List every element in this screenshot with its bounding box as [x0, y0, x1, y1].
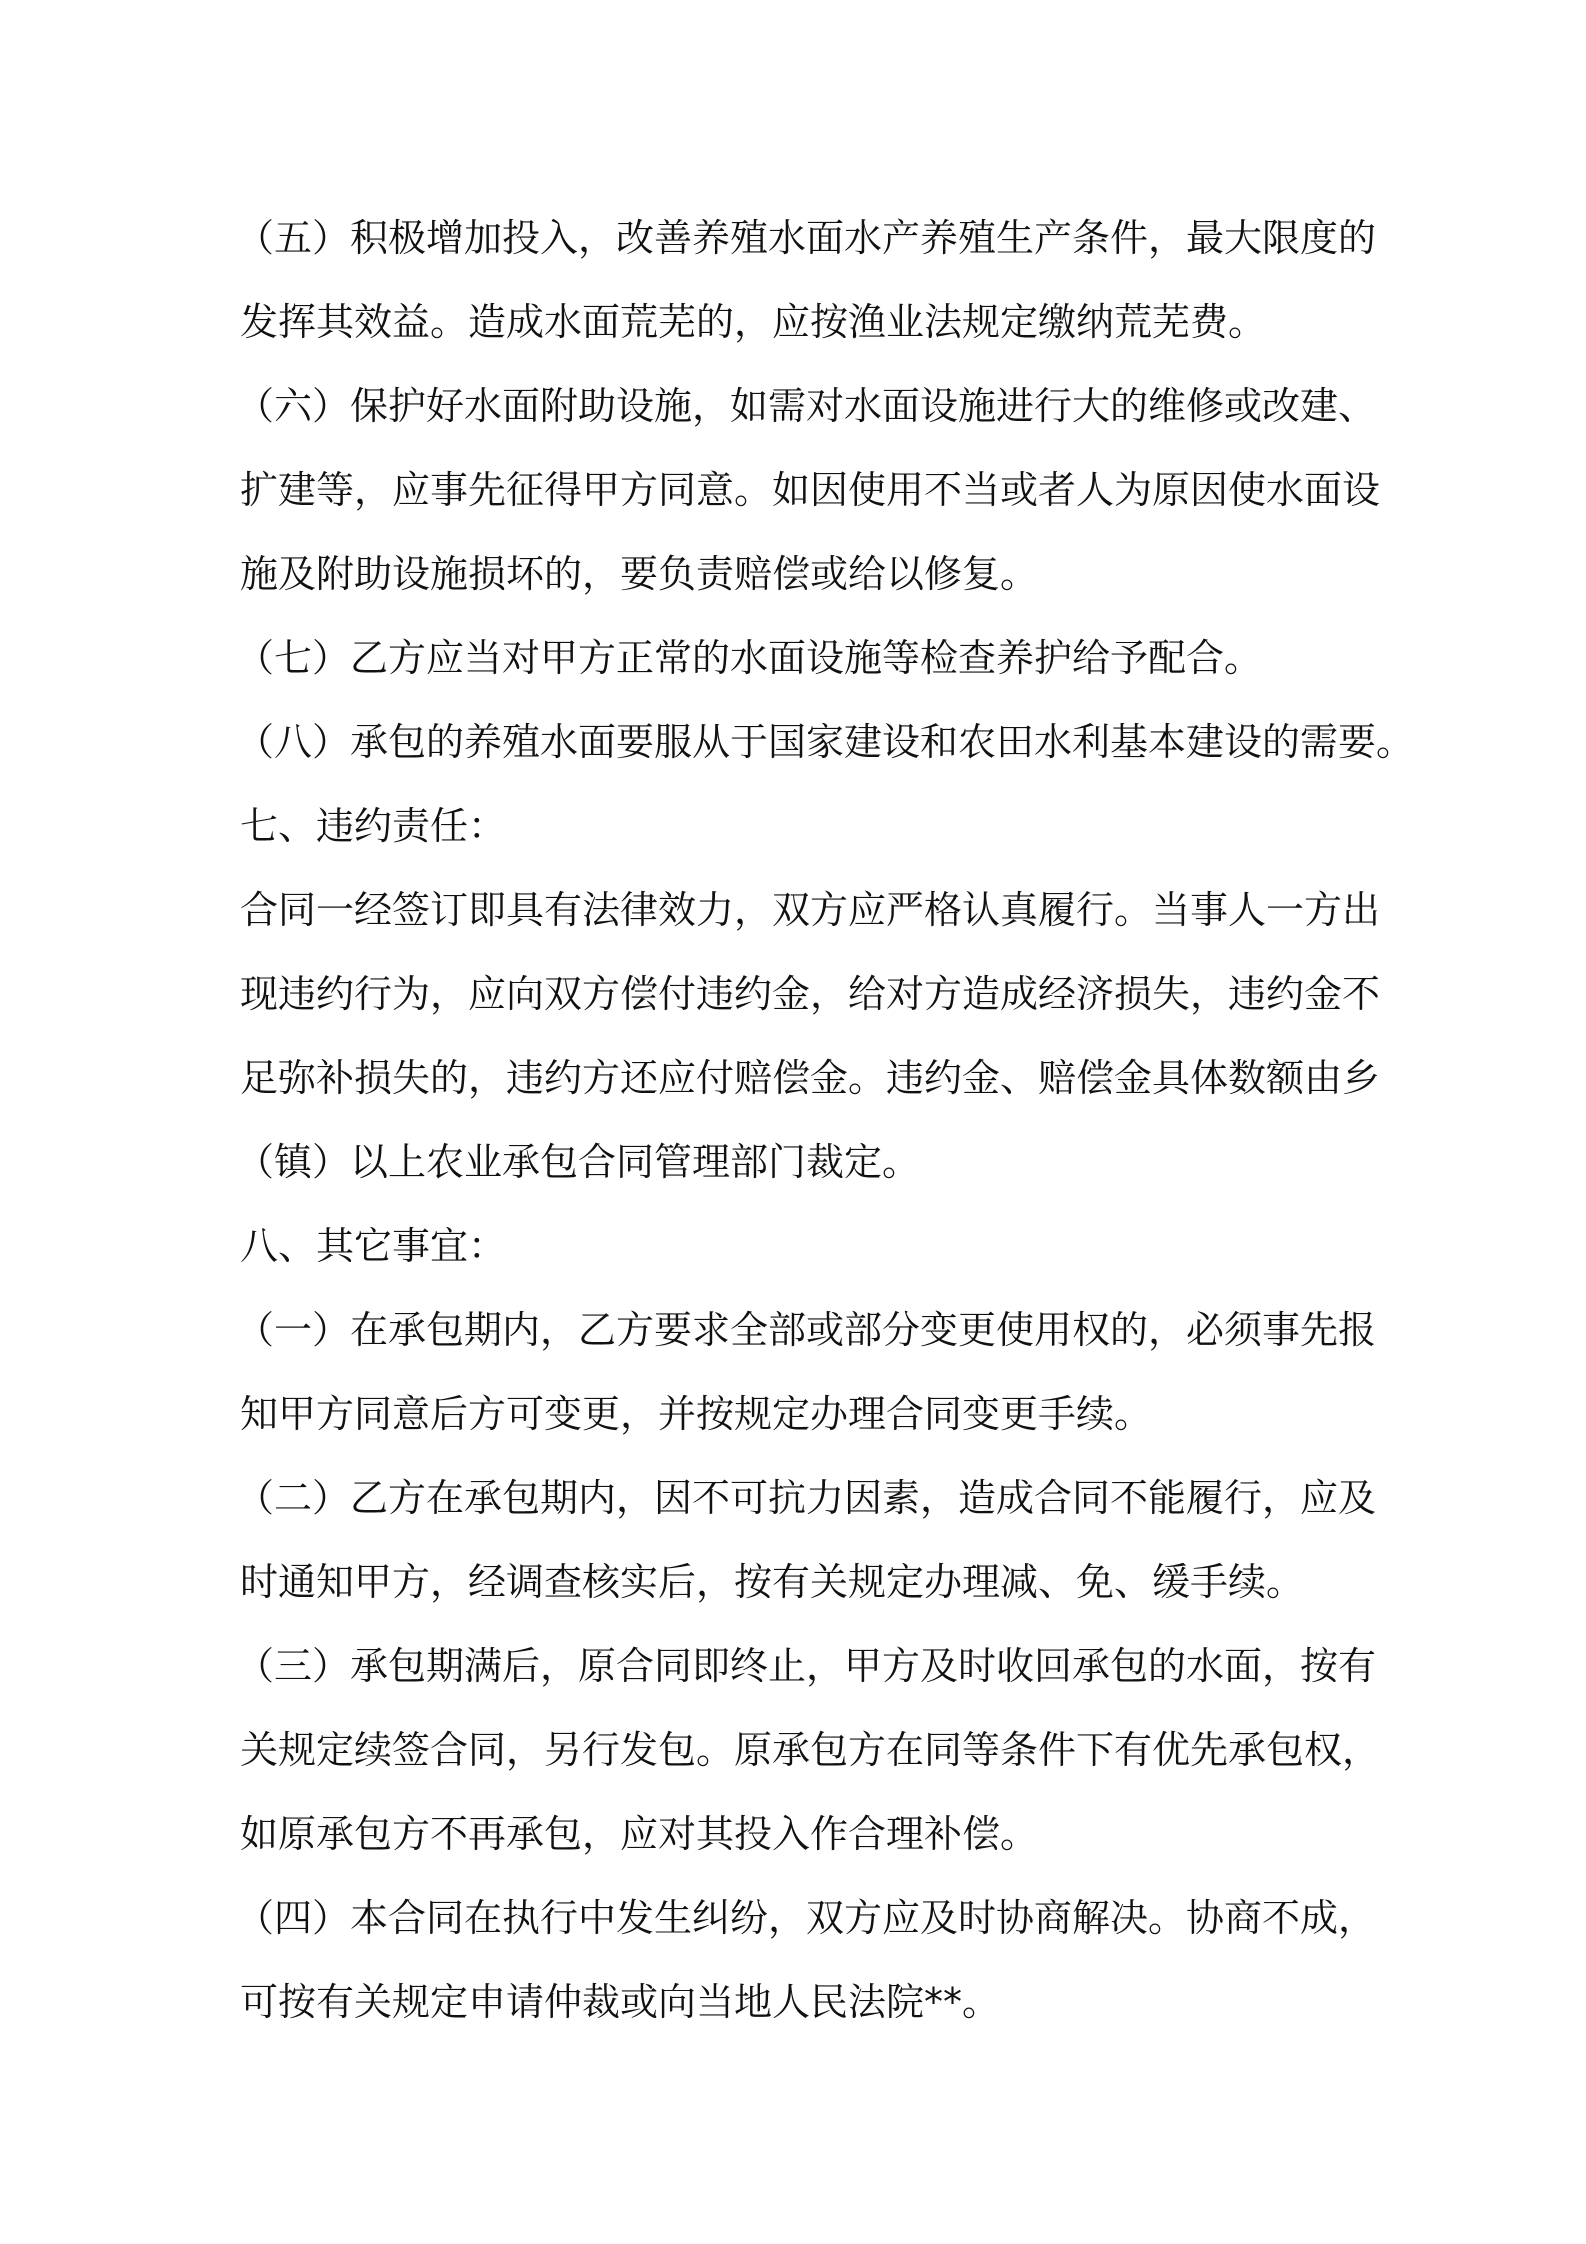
- section-heading: 七、违约责任：: [240, 804, 507, 848]
- text-line: （二）乙方在承包期内，因不可抗力因素，造成合同不能履行，应及: [236, 1476, 1377, 1520]
- text-line: 合同一经签订即具有法律效力，双方应严格认真履行。当事人一方出: [240, 888, 1381, 932]
- text-line: （六）保护好水面附助设施，如需对水面设施进行大的维修或改建、: [236, 384, 1377, 428]
- text-line: （一）在承包期内，乙方要求全部或部分变更使用权的，必须事先报: [236, 1308, 1377, 1352]
- text-line: （四）本合同在执行中发生纠纷，双方应及时协商解决。协商不成，: [236, 1896, 1377, 1940]
- text-line: 发挥其效益。造成水面荒芜的，应按渔业法规定缴纳荒芜费。: [240, 300, 1267, 344]
- text-line: 足弥补损失的，违约方还应付赔偿金。违约金、赔偿金具体数额由乡: [240, 1056, 1381, 1100]
- text-line: （七）乙方应当对甲方正常的水面设施等检查养护给予配合。: [236, 636, 1263, 680]
- document-body: [236, 196, 1415, 2044]
- text-line: 现违约行为，应向双方偿付违约金，给对方造成经济损失，违约金不: [240, 972, 1381, 1016]
- text-line: 如原承包方不再承包，应对其投入作合理补偿。: [240, 1812, 1039, 1856]
- text-line: 施及附助设施损坏的，要负责赔偿或给以修复。: [240, 552, 1039, 596]
- text-line: 关规定续签合同，另行发包。原承包方在同等条件下有优先承包权，: [240, 1728, 1381, 1772]
- text-line: 可按有关规定申请仲裁或向当地人民法院**。: [240, 1980, 1001, 2024]
- text-line: 时通知甲方，经调查核实后，按有关规定办理减、免、缓手续。: [240, 1560, 1305, 1604]
- text-line: （八）承包的养殖水面要服从于国家建设和农田水利基本建设的需要。: [236, 720, 1415, 764]
- text-line: 知甲方同意后方可变更，并按规定办理合同变更手续。: [240, 1392, 1153, 1436]
- text-line: （五）积极增加投入，改善养殖水面水产养殖生产条件，最大限度的: [236, 216, 1377, 260]
- text-line: （三）承包期满后，原合同即终止，甲方及时收回承包的水面，按有: [236, 1644, 1377, 1688]
- text-line: 扩建等，应事先征得甲方同意。如因使用不当或者人为原因使水面设: [240, 468, 1381, 512]
- text-line: （镇）以上农业承包合同管理部门裁定。: [236, 1140, 921, 1184]
- section-heading: 八、其它事宜：: [240, 1224, 507, 1268]
